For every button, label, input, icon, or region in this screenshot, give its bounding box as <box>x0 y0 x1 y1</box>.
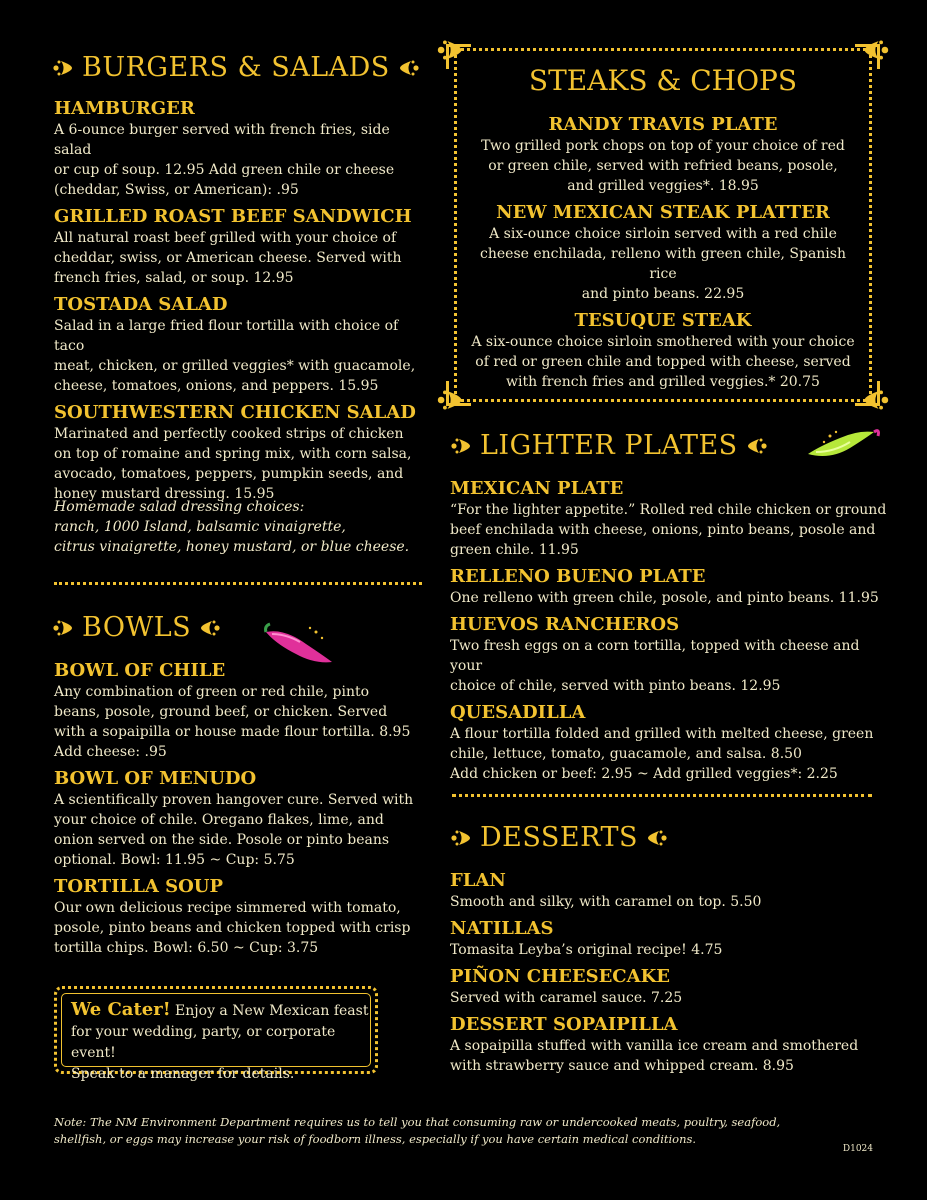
corner-ornament-icon <box>436 36 464 64</box>
section-divider <box>452 794 872 797</box>
section-divider <box>54 582 422 585</box>
item-description: A flour tortilla folded and grilled with melted cheese, green chile, lettuce, tomato, guacamole, and salsa. 8.50 Add chicken or beef: 2.95 ~ Add grilled veggies*: 2.25 <box>450 726 874 782</box>
menu-item <box>450 566 890 608</box>
ornament-icon <box>398 57 420 79</box>
desserts-heading <box>450 822 668 853</box>
dressing-note: Homemade salad dressing choices: ranch, 1000 Island, balsamic vinaigrette, citrus vinaigrette, honey mustard, or blue cheese. <box>54 499 410 555</box>
corner-ornament-icon <box>862 386 890 414</box>
bowls-list <box>54 660 424 964</box>
item-name: GRILLED ROAST BEEF SANDWICH <box>54 206 412 227</box>
bowls-title: BOWLS <box>82 612 192 643</box>
menu-item <box>54 98 424 200</box>
bowls-heading <box>52 612 221 643</box>
item-name: PIÑON CHEESECAKE <box>450 966 670 987</box>
item-description: Our own delicious recipe simmered with tomato, posole, pinto beans and chicken topped with crisp tortilla chips. Bowl: 6.50 ~ Cup: 3.75 <box>54 900 411 956</box>
item-description: Served with caramel sauce. 7.25 <box>450 990 683 1006</box>
catering-box <box>54 986 378 1082</box>
burgers-salads-heading <box>52 52 420 83</box>
catering-text: Enjoy a New Mexican feast <box>170 1003 369 1019</box>
item-description: Tomasita Leyba’s original recipe! 4.75 <box>450 942 723 958</box>
catering-text: Speak to a manager for details. <box>71 1066 295 1082</box>
item-description: A six-ounce choice sirloin served with a red chile cheese enchilada, relleno with green chile, Spanish rice and pinto beans. 22.95 <box>480 226 846 302</box>
item-name: DESSERT SOPAIPILLA <box>450 1014 678 1035</box>
ornament-icon <box>746 435 768 457</box>
item-name: RELLENO BUENO PLATE <box>450 566 706 587</box>
menu-item <box>450 702 890 784</box>
ornament-icon <box>199 617 221 639</box>
menu-item <box>466 114 860 196</box>
menu-item <box>466 310 860 392</box>
menu-item <box>450 966 890 1008</box>
burgers-salads-list <box>54 98 424 510</box>
ornament-icon <box>646 827 668 849</box>
green-chile-icon <box>804 424 884 466</box>
item-name: HUEVOS RANCHEROS <box>450 614 680 635</box>
item-description: One relleno with green chile, posole, and pinto beans. 11.95 <box>450 590 879 606</box>
lighter-plates-title: LIGHTER PLATES <box>480 430 738 461</box>
steaks-list <box>466 114 860 398</box>
item-description: Any combination of green or red chile, pinto beans, posole, ground beef, or chicken. Served with a sopaipilla or house made flour tortilla. 8.95 Add cheese: .95 <box>54 684 411 760</box>
item-description: Salad in a large fried flour tortilla with choice of taco meat, chicken, or grilled veggies* with guacamole, cheese, tomatoes, onions, and peppers. 15.95 <box>54 318 416 394</box>
item-name: RANDY TRAVIS PLATE <box>548 114 778 135</box>
lighter-plates-list <box>450 478 890 790</box>
item-name: NEW MEXICAN STEAK PLATTER <box>496 202 830 223</box>
item-name: NATILLAS <box>450 918 554 939</box>
health-disclaimer: Note: The NM Environment Department requires us to tell you that consuming raw or undercooked meats, poultry, seafood, shellfish, or eggs may increase your risk of foodborn illness, especially if you have certain medical conditions. <box>54 1115 781 1146</box>
desserts-list <box>450 870 890 1082</box>
menu-item <box>54 876 424 958</box>
lighter-plates-heading <box>450 430 768 461</box>
item-name: TORTILLA SOUP <box>54 876 223 897</box>
ornament-icon <box>450 827 472 849</box>
item-name: BOWL OF MENUDO <box>54 768 257 789</box>
ornament-icon <box>450 435 472 457</box>
item-description: A 6-ounce burger served with french fries, side salad or cup of soup. 12.95 Add green chile or cheese (cheddar, Swiss, or American): .95 <box>54 122 395 198</box>
menu-item <box>54 294 424 396</box>
item-description: “For the lighter appetite.” Rolled red chile chicken or ground beef enchilada with cheese, onions, pinto beans, posole and green chile. 11.95 <box>450 502 887 558</box>
item-name: TOSTADA SALAD <box>54 294 228 315</box>
menu-code: D1024 <box>842 1144 873 1154</box>
ornament-icon <box>52 57 74 79</box>
menu-item <box>450 918 890 960</box>
catering-lead: We Cater! <box>71 999 171 1020</box>
item-description: A scientifically proven hangover cure. Served with your choice of chile. Oregano flakes, lime, and onion served on the side. Posole or pinto beans optional. Bowl: 11.95 ~ Cup: 5.75 <box>54 792 414 868</box>
item-description: All natural roast beef grilled with your choice of cheddar, swiss, or American cheese. Served with french fries, salad, or soup. 12.95 <box>54 230 402 286</box>
menu-item <box>450 478 890 560</box>
menu-item <box>450 1014 890 1076</box>
menu-item <box>450 870 890 912</box>
menu-item <box>54 768 424 870</box>
menu-item <box>54 660 424 762</box>
menu-item <box>450 614 890 696</box>
item-description: Marinated and perfectly cooked strips of chicken on top of romaine and spring mix, with corn salsa, avocado, tomatoes, peppers, pumpkin seeds, and honey mustard dressing. 15.95 <box>54 426 412 502</box>
item-name: QUESADILLA <box>450 702 586 723</box>
item-description: Smooth and silky, with caramel on top. 5.50 <box>450 894 762 910</box>
item-name: TESUQUE STEAK <box>574 310 752 331</box>
menu-item <box>54 402 424 504</box>
corner-ornament-icon <box>436 386 464 414</box>
menu-item <box>54 206 424 288</box>
catering-text: for your wedding, party, or corporate event! <box>71 1024 336 1061</box>
item-name: SOUTHWESTERN CHICKEN SALAD <box>54 402 416 423</box>
item-name: BOWL OF CHILE <box>54 660 226 681</box>
burgers-salads-title: BURGERS & SALADS <box>82 52 390 83</box>
menu-item <box>466 202 860 304</box>
item-description: Two grilled pork chops on top of your choice of red or green chile, served with refried beans, posole, and grilled veggies*. 18.95 <box>481 138 845 194</box>
item-description: A sopaipilla stuffed with vanilla ice cream and smothered with strawberry sauce and whipped cream. 8.95 <box>450 1038 859 1074</box>
item-name: HAMBURGER <box>54 98 195 119</box>
item-name: MEXICAN PLATE <box>450 478 624 499</box>
corner-ornament-icon <box>862 36 890 64</box>
desserts-title: DESSERTS <box>480 822 638 853</box>
ornament-icon <box>52 617 74 639</box>
item-description: Two fresh eggs on a corn tortilla, topped with cheese and your choice of chile, served with pinto beans. 12.95 <box>450 638 860 694</box>
item-description: A six-ounce choice sirloin smothered with your choice of red or green chile and topped with cheese, served with french fries and grilled veggies.* 20.75 <box>471 334 855 390</box>
item-name: FLAN <box>450 870 506 891</box>
steaks-title: STEAKS & CHOPS <box>528 64 798 97</box>
